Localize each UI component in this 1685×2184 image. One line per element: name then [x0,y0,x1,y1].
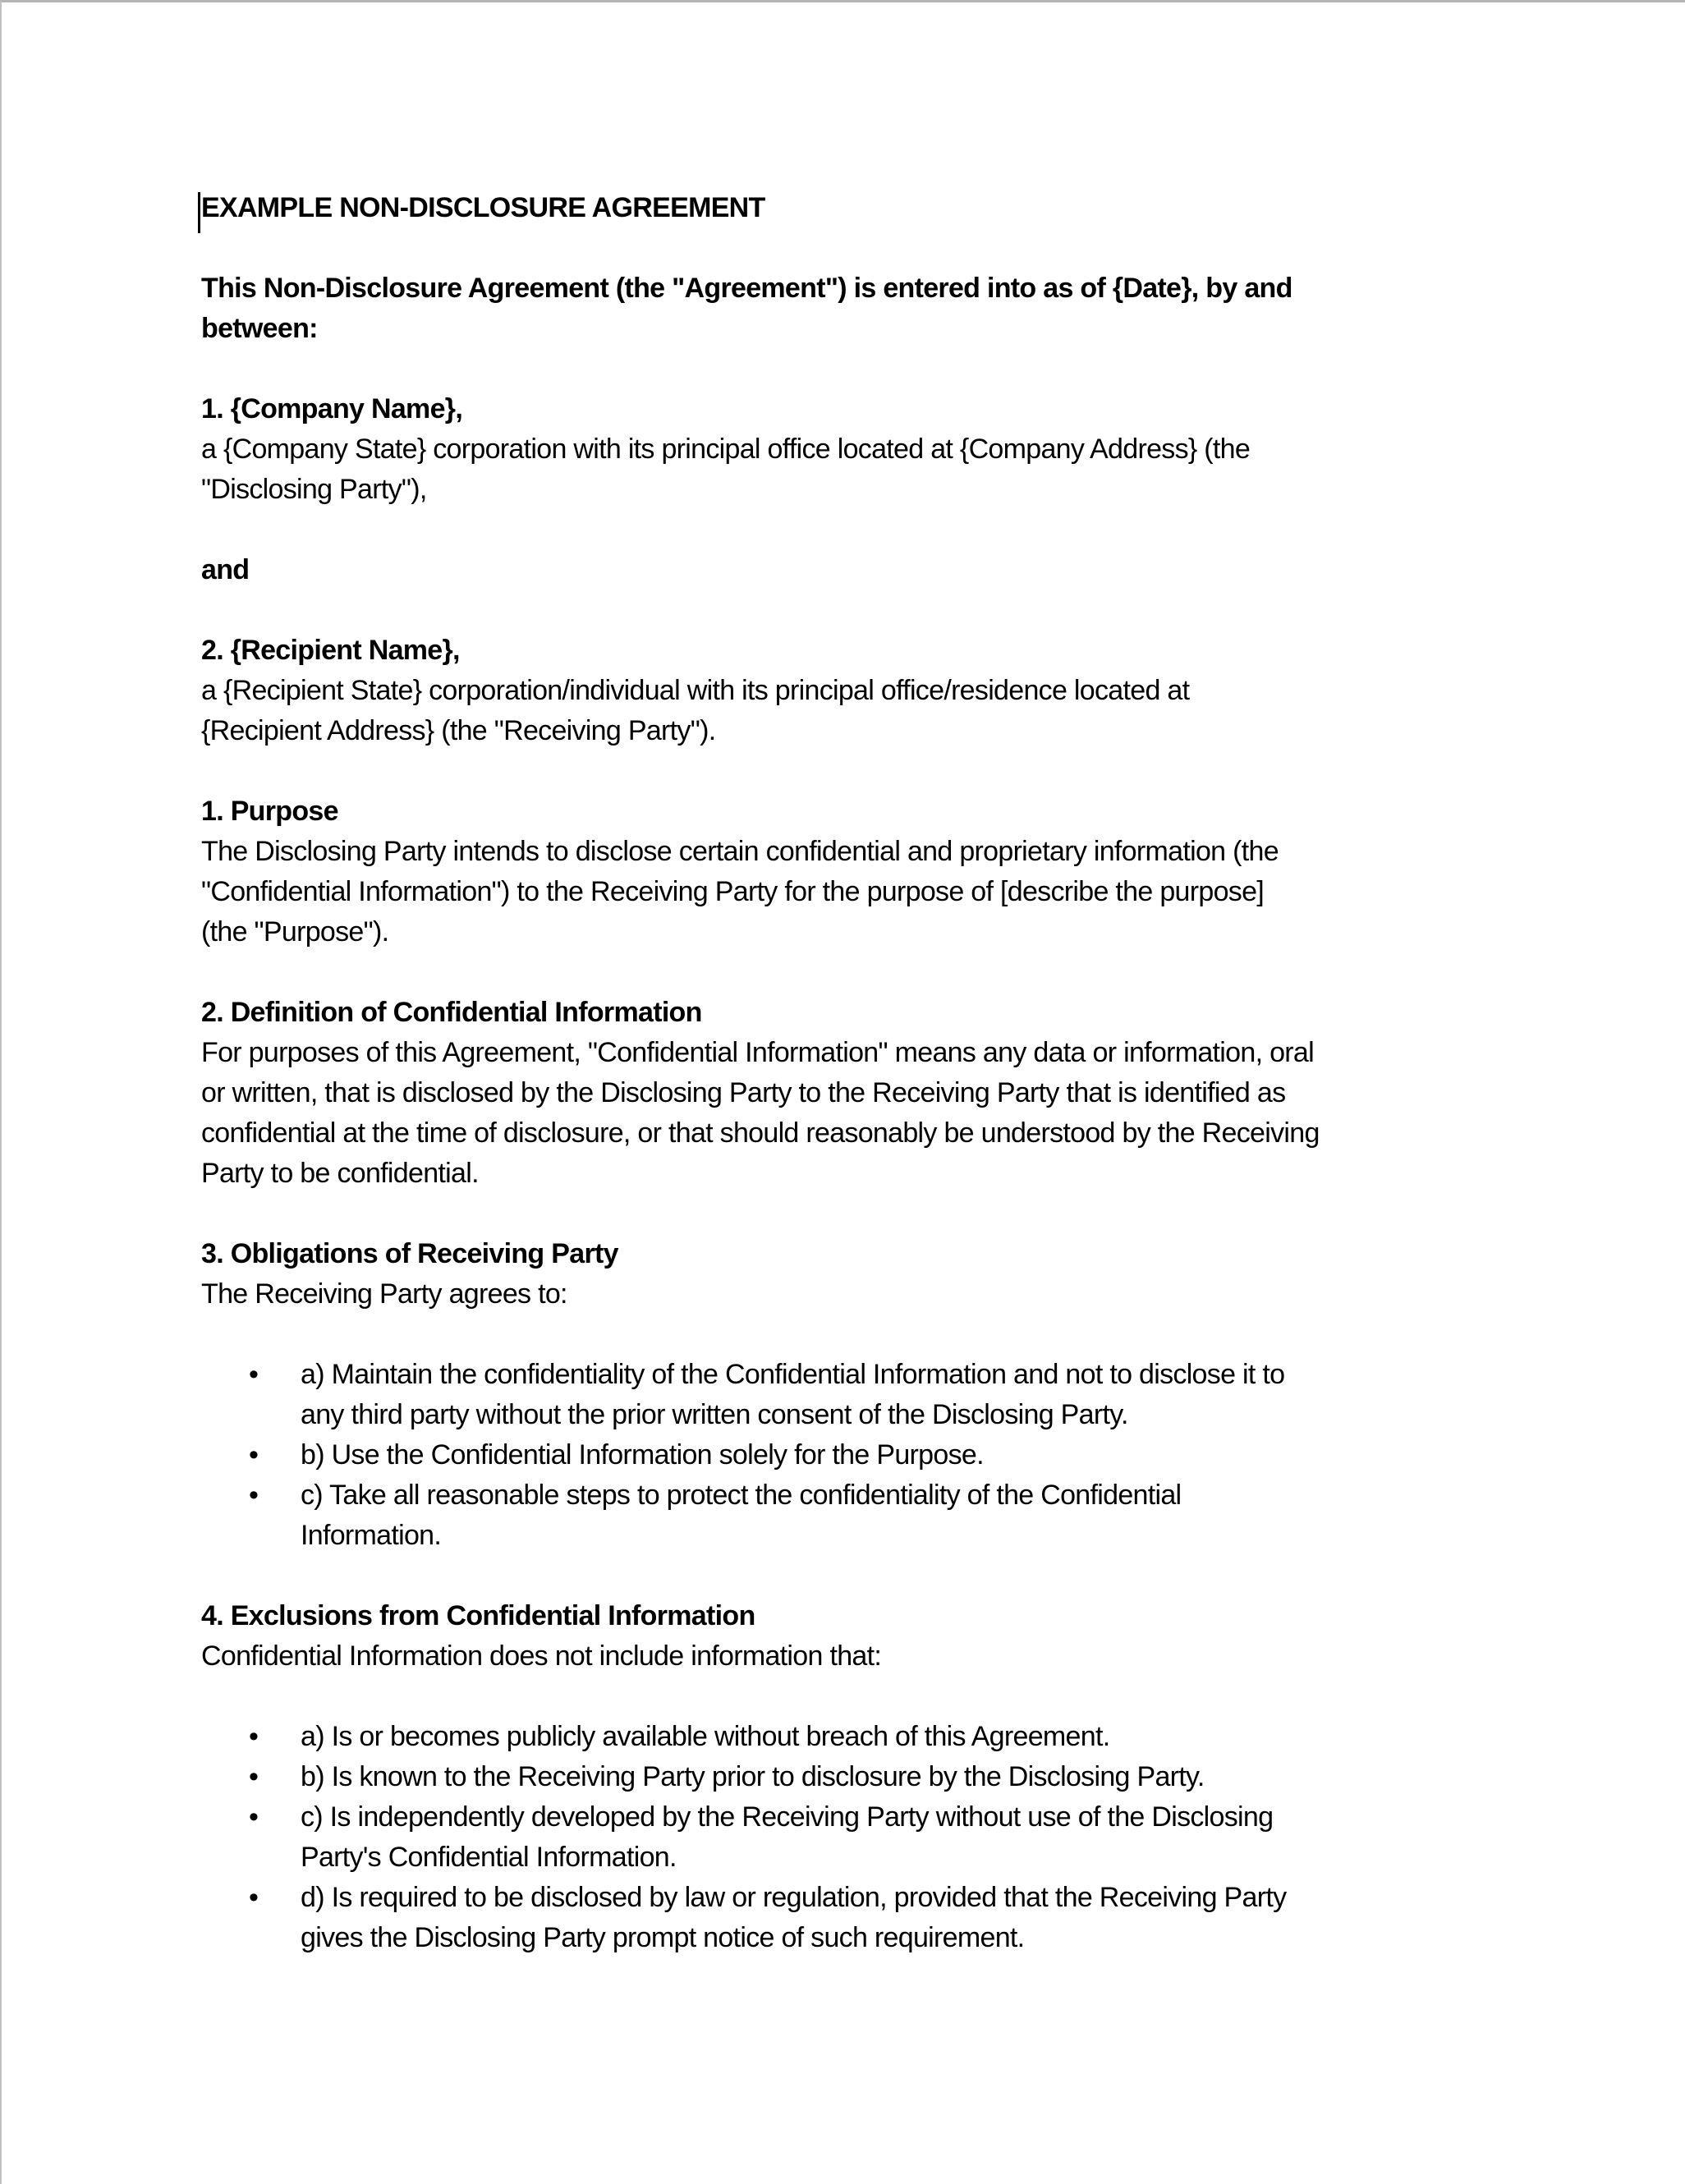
document-text [201,188,1489,1998]
section-definition-heading: 2. Definition of Confidential Information [201,997,702,1028]
definition-line-1: For purposes of this Agreement, "Confidential Information" means any data or information, oral [201,1037,1314,1068]
party2-line-2: {Recipient Address} (the "Receiving Party"). [201,715,716,746]
obligation-c-line-2: Information. [301,1520,442,1551]
list-item [201,1475,1489,1556]
list-item [201,1757,1489,1797]
section-exclusions-heading: 4. Exclusions from Confidential Information [201,1600,755,1631]
exclusion-a-line-1: • a) Is or becomes publicly available without breach of this Agreement. [301,1721,1110,1752]
intro-line-2: between: [201,313,318,344]
party2-paragraph [201,631,1489,751]
definition-line-2: or written, that is disclosed by the Disclosing Party to the Receiving Party that is identified as [201,1077,1286,1108]
text-cursor-caret [198,192,200,233]
obligations-bullet-list [201,1355,1489,1556]
intro-line-1: This Non-Disclosure Agreement (the "Agreement") is entered into as of {Date}, by and [201,273,1292,304]
party2-heading: 2. {Recipient Name}, [201,635,460,666]
list-item [201,1435,1489,1475]
purpose-line-2: "Confidential Information") to the Receiving Party for the purpose of [describe the purpose] [201,876,1265,907]
section-purpose [201,791,1489,952]
exclusion-c-line-2: Party's Confidential Information. [301,1842,677,1873]
list-item [201,1355,1489,1435]
intro-paragraph [201,268,1489,349]
exclusions-intro: Confidential Information does not include information that: [201,1640,882,1672]
exclusion-d-line-1: • d) Is required to be disclosed by law or regulation, provided that the Receiving Party [301,1882,1287,1913]
obligation-a-line-2: any third party without the prior written consent of the Disclosing Party. [301,1399,1128,1430]
section-obligations-heading: 3. Obligations of Receiving Party [201,1238,618,1269]
obligation-b-line-1: • b) Use the Confidential Information solely for the Purpose. [301,1439,984,1471]
exclusion-b-line-1: • b) Is known to the Receiving Party prior to disclosure by the Disclosing Party. [301,1761,1205,1792]
list-item [201,1878,1489,1958]
section-obligations [201,1234,1489,1315]
purpose-line-3: (the "Purpose"). [201,916,389,947]
and-connector: and [201,554,250,585]
party1-line-2: "Disclosing Party"), [201,474,427,505]
exclusion-d-line-2: gives the Disclosing Party prompt notice of such requirement. [301,1922,1025,1953]
obligations-intro: The Receiving Party agrees to: [201,1278,567,1310]
exclusions-bullet-list [201,1717,1489,1958]
obligation-a-line-1: • a) Maintain the confidentiality of the Confidential Information and not to disclose it to [301,1359,1285,1390]
list-item [201,1797,1489,1878]
exclusion-c-line-1: • c) Is independently developed by the Receiving Party without use of the Disclosing [301,1801,1274,1833]
party1-paragraph [201,389,1489,510]
document-title: EXAMPLE NON-DISCLOSURE AGREEMENT [201,192,765,223]
section-definition [201,993,1489,1194]
purpose-line-1: The Disclosing Party intends to disclose certain confidential and proprietary information (the [201,836,1279,867]
obligation-c-line-1: • c) Take all reasonable steps to protect the confidentiality of the Confidential [301,1480,1182,1511]
list-item [201,1717,1489,1757]
party1-heading: 1. {Company Name}, [201,393,463,424]
definition-line-3: confidential at the time of disclosure, or that should reasonably be understood by the Receiving [201,1117,1320,1149]
definition-line-4: Party to be confidential. [201,1158,479,1189]
section-purpose-heading: 1. Purpose [201,796,338,827]
party1-line-1: a {Company State} corporation with its principal office located at {Company Address} (the [201,434,1251,465]
party2-line-1: a {Recipient State} corporation/individual with its principal office/residence located at [201,675,1190,706]
section-exclusions [201,1596,1489,1677]
